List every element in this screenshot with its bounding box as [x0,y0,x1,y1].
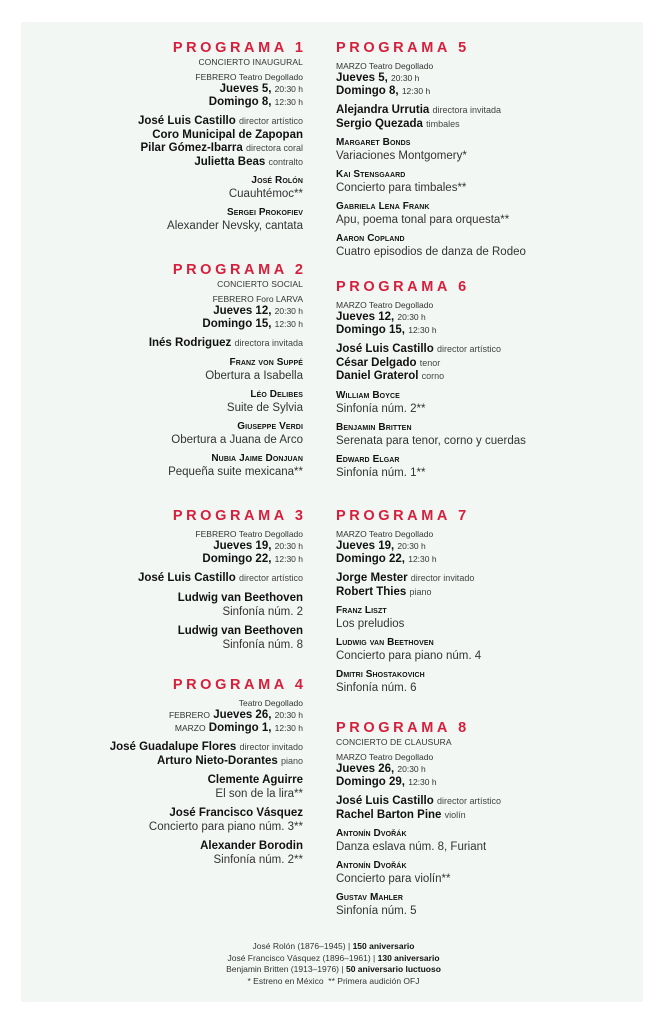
composer-name: Clemente Aguirre [207,774,303,786]
concert-date [13,83,303,96]
work-title: Obertura a Juana de Arco [171,433,303,446]
work-title: Concierto para violín** [336,873,451,885]
concert-time: 12:30 h [408,777,437,787]
performer-role: director artístico [436,796,502,806]
concert-time: 12:30 h [274,97,303,107]
composer-name: Gustav Mahler [336,892,403,903]
performer-role: director invitado [410,573,475,583]
program-1 [13,40,307,233]
program-title: PROGRAMA 5 [336,40,470,56]
work-title: Suite de Sylvia [226,401,303,414]
performer-name: Rachel Barton Pine [336,808,442,821]
anniversary-line: José Francisco Vásquez (1896–1961) | 130 aniversario [227,952,440,963]
performer [13,142,303,156]
month-label: FEBRERO [195,72,237,82]
concert-date [336,324,636,337]
concert-date [13,305,303,318]
concert-date [13,318,303,331]
performer-role: director invitado [239,742,303,752]
concert-time: 20:30 h [397,764,426,774]
program-title: PROGRAMA 2 [172,262,307,278]
concert-day: Domingo 15, [336,324,406,336]
concert-date [336,763,636,776]
concert-time: 20:30 h [274,306,303,316]
concert-day: Jueves 26, [213,709,272,721]
work-title: Cuauhtémoc** [228,188,303,200]
performer-role: director artístico [238,573,303,583]
performer-role: contralto [268,156,303,167]
concert-day: Jueves 19, [213,540,272,552]
venue-line [336,752,636,763]
performer [13,755,303,769]
work-title: Sinfonía núm. 6 [336,682,417,694]
composer-name: Léo Delibes [250,388,303,400]
concert-time: 12:30 h [274,319,303,329]
performer [13,337,303,351]
concert-day: Domingo 8, [208,96,272,108]
concert-time: 20:30 h [397,541,426,551]
performer-role: piano [280,755,303,766]
composer-name: Ludwig van Beethoven [177,591,303,604]
program-subtitle: CONCIERTO INAUGURAL [198,57,303,67]
concert-date [13,722,303,735]
program-subtitle: CONCIERTO SOCIAL [217,279,303,289]
performer-role: violín [444,809,466,820]
anniversary-line: Benjamin Britten (1913–1976) | 50 aniversario luctuoso [226,964,441,975]
composer-name: Ludwig van Beethoven [177,624,303,637]
concert-time: 12:30 h [408,325,437,335]
concert-time: 12:30 h [408,554,437,564]
work-title: Concierto para piano núm. 3** [148,821,303,833]
venue-name: Teatro Degollado [368,61,434,71]
performer [13,129,303,143]
concert-day: Domingo 22, [336,553,406,565]
performer-name: José Luis Castillo [336,795,434,807]
program-7 [336,508,636,695]
composer-name: Kai Stensgaard [336,169,406,180]
composer-name: Margaret Bonds [336,137,411,148]
anniversary-line: José Rolón (1876–1945) | 150 aniversario [252,941,415,951]
work-title: Cuatro episodios de danza de Rodeo [336,246,526,258]
concert-day: Jueves 5, [219,83,272,95]
concert-date [336,540,636,553]
concert-date [336,311,636,324]
concert-date [336,85,636,98]
work-title: Los preludios [336,618,405,630]
performer-name: Sergio Quezada [336,117,423,130]
performer-name: José Luis Castillo [137,115,236,127]
concert-day: Jueves 5, [336,72,388,84]
work-title: Sinfonía núm. 2** [213,854,303,866]
concert-time: 12:30 h [274,723,303,733]
concert-day: Domingo 1, [208,722,272,734]
program-4 [13,677,307,867]
venue-name: Teatro Degollado [368,529,434,539]
performer [336,343,636,357]
composer-name: Aaron Copland [336,233,405,244]
work-title: Sinfonía núm. 2 [222,605,303,618]
venue-line [336,529,636,540]
concert-date [13,709,303,722]
month-label: FEBRERO [212,294,254,304]
composer-name: Nubia Jaime Donjuan [211,452,303,464]
program-title: PROGRAMA 6 [336,279,470,295]
concert-date [336,553,636,566]
performer-name: Coro Municipal de Zapopan [152,128,303,141]
work-title: Serenata para tenor, corno y cuerdas [336,434,526,447]
work-title: Sinfonía núm. 1** [336,466,426,479]
performer [336,795,636,809]
performer-name: Daniel Graterol [336,370,419,382]
composer-name: Benjamin Britten [336,421,412,433]
composer-name: Alexander Borodin [200,840,303,852]
concert-day: Domingo 15, [202,318,272,330]
performer [13,156,303,170]
performer [336,809,636,823]
performer-role: tenor [419,357,441,368]
concert-day: Jueves 12, [336,311,395,323]
performer-name: Julietta Beas [194,155,266,168]
performer [336,572,636,586]
program-8 [336,720,636,918]
month-label: MARZO [174,723,206,733]
concert-day: Domingo 29, [336,776,406,788]
month-label: FEBRERO [195,529,237,539]
program-title: PROGRAMA 4 [172,677,307,693]
performer [336,357,636,371]
performer [13,741,303,755]
venue-line [336,300,636,311]
concert-day: Jueves 19, [336,540,395,552]
venue-line [13,294,303,305]
concert-time: 20:30 h [274,541,303,551]
month-label: FEBRERO [168,710,211,720]
concert-date [336,776,636,789]
performer-name: Arturo Nieto-Dorantes [157,754,278,767]
work-title: Concierto para piano núm. 4 [336,650,482,662]
performer-role: director artístico [238,116,303,126]
composer-name: José Francisco Vásquez [169,807,303,819]
concert-day: Jueves 12, [213,305,272,317]
work-title: Concierto para timbales** [336,182,467,194]
performer [13,572,303,586]
performer-name: José Guadalupe Flores [109,741,237,753]
performer-role: directora invitada [432,105,502,115]
concert-time: 12:30 h [274,554,303,564]
program-3 [13,508,307,652]
work-title: Sinfonía núm. 5 [336,905,417,917]
venue-line [13,529,303,540]
venue-name: Foro LARVA [256,294,303,304]
composer-name: Franz Liszt [336,605,387,616]
concert-time: 20:30 h [274,84,303,94]
composer-name: José Rolón [251,175,303,186]
footer-notes [0,941,667,987]
legend: * Estreno en México ** Primera audición OFJ [247,975,420,986]
performer-name: José Luis Castillo [336,343,434,355]
concert-day: Jueves 26, [336,763,395,775]
work-title: Sinfonía núm. 2** [336,402,426,415]
work-title: Sinfonía núm. 8 [222,638,303,651]
venue-name: Teatro Degollado [238,529,303,539]
concert-date [13,540,303,553]
performer-name: Alejandra Urrutia [336,104,430,116]
program-subtitle: CONCIERTO DE CLAUSURA [336,737,452,747]
performer-role: corno [421,371,445,381]
work-title: El son de la lira** [215,788,303,800]
composer-name: Franz von Suppé [229,356,303,368]
program-5 [336,40,636,259]
venue-name: Teatro Degollado [238,72,303,82]
performer-name: Pilar Gómez-Ibarra [140,142,243,154]
performer [336,118,636,132]
venue-line [13,72,303,83]
performer-role: directora coral [245,143,303,153]
venue-name: Teatro Degollado [238,698,303,708]
concert-time: 12:30 h [401,86,431,96]
program-title: PROGRAMA 7 [336,508,470,524]
composer-name: Giuseppe Verdi [237,420,303,432]
month-label: MARZO [336,529,367,539]
concert-date [336,72,636,85]
work-title: Danza eslava núm. 8, Furiant [336,841,487,853]
performer-name: Jorge Mester [336,572,408,584]
program-title: PROGRAMA 3 [172,508,307,524]
performer-role: director artístico [436,344,502,354]
composer-name: Ludwig van Beethoven [336,637,434,648]
work-title: Variaciones Montgomery* [336,150,467,162]
performer-name: Robert Thies [336,585,407,598]
venue-name: Teatro Degollado [368,752,434,762]
venue-name: Teatro Degollado [368,300,434,310]
month-label: MARZO [336,61,367,71]
performer-name: José Luis Castillo [137,572,236,584]
concert-date [13,553,303,566]
concert-day: Domingo 8, [336,85,399,97]
concert-time: 20:30 h [397,312,426,322]
composer-name: Gabriela Lena Frank [336,201,430,212]
performer-name: César Delgado [336,356,417,369]
composer-name: Antonín Dvořák [336,828,407,839]
performer-role: directora invitada [234,338,303,348]
concert-date [13,96,303,109]
venue-line [13,698,303,709]
performer [336,104,636,118]
performer-name: Inés Rodriguez [148,337,232,349]
composer-name: Antonín Dvořák [336,860,407,871]
performer [13,115,303,129]
composer-name: William Boyce [336,389,400,401]
month-label: MARZO [336,752,367,762]
program-2 [13,262,307,479]
composer-name: Edward Elgar [336,453,400,465]
program-title: PROGRAMA 1 [172,40,307,56]
program-title: PROGRAMA 8 [336,720,470,736]
work-title: Apu, poema tonal para orquesta** [336,214,510,226]
program-6 [336,279,636,480]
work-title: Obertura a Isabella [205,369,303,382]
concert-time: 20:30 h [391,73,420,83]
composer-name: Sergei Prokofiev [226,207,303,218]
concert-time: 20:30 h [274,710,303,720]
performer [336,370,636,384]
work-title: Pequeña suite mexicana** [168,465,303,478]
venue-line [336,61,636,72]
concert-day: Domingo 22, [202,553,272,565]
composer-name: Dmitri Shostakovich [336,669,425,680]
work-title: Alexander Nevsky, cantata [167,220,303,232]
performer [336,586,636,600]
performer-role: timbales [426,118,460,129]
month-label: MARZO [336,300,367,310]
performer-role: piano [409,586,432,597]
